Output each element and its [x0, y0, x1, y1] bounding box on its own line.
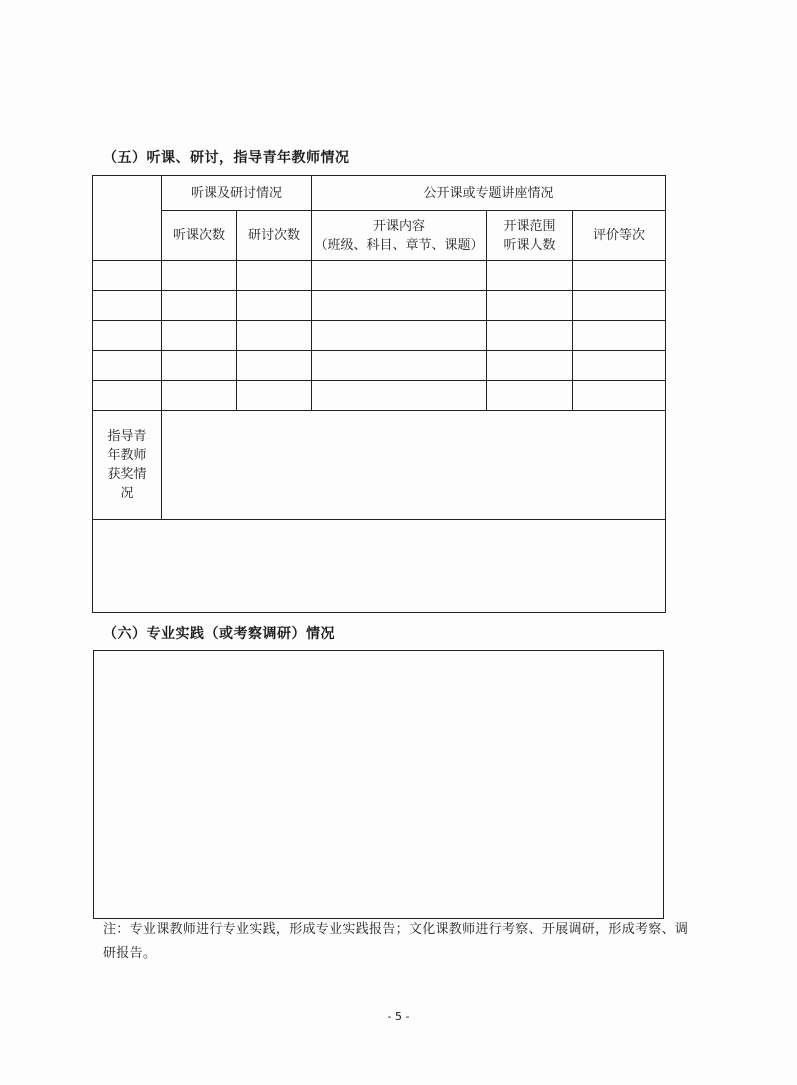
table-cell[interactable] — [312, 321, 487, 351]
table-row — [93, 291, 666, 321]
header-class-content — [312, 211, 487, 261]
teaching-activity-table — [92, 175, 666, 613]
table-cell[interactable] — [487, 291, 573, 321]
section-6-title: （六）专业实践（或考察调研）情况 — [103, 626, 335, 642]
section-5-title: （五）听课、研讨，指导青年教师情况 — [103, 150, 350, 166]
table-cell[interactable] — [237, 261, 312, 291]
table-cell[interactable] — [312, 261, 487, 291]
table-cell[interactable] — [573, 381, 666, 411]
practice-content-box[interactable] — [93, 650, 664, 919]
header-scope — [487, 211, 573, 261]
table-cell[interactable] — [573, 321, 666, 351]
table-row — [93, 381, 666, 411]
table-cell[interactable] — [237, 321, 312, 351]
header-open-class: 公开课或专题讲座情况 — [312, 176, 666, 211]
header-scope-line2: 听课人数 — [503, 237, 556, 253]
award-label-line: 获奖情 — [107, 467, 147, 482]
table-cell[interactable] — [93, 291, 162, 321]
award-label-line: 指导青 — [107, 429, 147, 444]
award-label-line: 况 — [120, 486, 134, 501]
header-listen-count: 听课次数 — [162, 211, 237, 261]
extra-row — [93, 520, 666, 613]
table-cell[interactable] — [312, 381, 487, 411]
corner-cell — [93, 176, 162, 261]
page-number: - 5 - — [387, 1010, 410, 1023]
table-cell[interactable] — [93, 381, 162, 411]
table-row — [93, 321, 666, 351]
extra-content-cell[interactable] — [93, 520, 666, 613]
table-cell[interactable] — [312, 291, 487, 321]
award-row — [93, 411, 666, 520]
table-cell[interactable] — [487, 351, 573, 381]
header-scope-line1: 开课范围 — [503, 218, 556, 234]
table-cell[interactable] — [487, 261, 573, 291]
table-cell[interactable] — [237, 381, 312, 411]
table-cell[interactable] — [162, 321, 237, 351]
header-class-content-line1: 开课内容 — [373, 218, 426, 234]
header-rating: 评价等次 — [573, 211, 666, 261]
header-discuss-count: 研讨次数 — [237, 211, 312, 261]
header-listen-discuss: 听课及研讨情况 — [162, 176, 312, 211]
table-cell[interactable] — [162, 291, 237, 321]
table-cell[interactable] — [237, 291, 312, 321]
table-cell[interactable] — [573, 291, 666, 321]
table-cell[interactable] — [162, 381, 237, 411]
table-row — [93, 261, 666, 291]
footnote: 注：专业课教师进行专业实践，形成专业实践报告；文化课教师进行考察、开展调研，形成考察、调研报告。 — [103, 922, 689, 961]
header-row-1 — [93, 176, 666, 211]
award-label-cell — [93, 411, 162, 520]
table-cell[interactable] — [312, 351, 487, 381]
table-cell[interactable] — [573, 261, 666, 291]
header-class-content-line2: （班级、科目、章节、课题） — [314, 237, 484, 253]
table-cell[interactable] — [93, 351, 162, 381]
table-row — [93, 351, 666, 381]
table-cell[interactable] — [573, 351, 666, 381]
table-cell[interactable] — [162, 351, 237, 381]
table-cell[interactable] — [93, 321, 162, 351]
table-cell[interactable] — [237, 351, 312, 381]
award-label-line: 年教师 — [107, 448, 147, 463]
table-cell[interactable] — [487, 381, 573, 411]
table-cell[interactable] — [93, 261, 162, 291]
table-cell[interactable] — [487, 321, 573, 351]
award-content-cell[interactable] — [162, 411, 666, 520]
header-row-2 — [93, 211, 666, 261]
table-cell[interactable] — [162, 261, 237, 291]
